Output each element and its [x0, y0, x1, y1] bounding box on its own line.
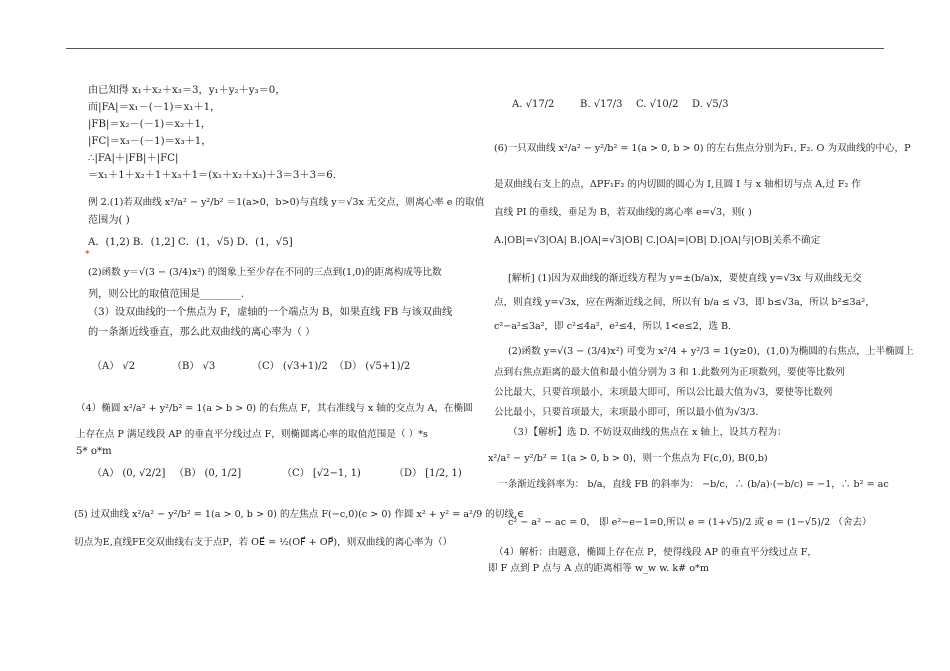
- text-line: |FB|＝x₂－(－1)＝x₂＋1，: [88, 119, 212, 130]
- answer-options: A.|OB|=√3|OA| B.|OA|=√3|OB| C.|OA|=|OB| D.|OA|与|OB|关系不确定: [494, 235, 821, 246]
- text-line: |FC|＝x₃－(－1)＝x₃＋1，: [88, 136, 212, 147]
- text-line: 点，则直线 y=√3x，应在两渐近线之间，所以有 b/a ≤ √3，即 b≤√3a，所以 b²≤3a²，: [494, 297, 875, 308]
- text-line: 直线 PI 的垂线，垂足为 B，若双曲线的离心率 e=√3，则( ): [494, 207, 752, 218]
- text-line: 公比最小，只要首项最大，末项最小即可，所以最小值为√3/3.: [494, 407, 759, 418]
- option-d: D. √5/3: [692, 99, 729, 110]
- option-c: （C） [√2−1, 1): [282, 468, 361, 479]
- text-line: 点到右焦点距离的最大值和最小值分别为 3 和 1.此数列为正项数列，要使等比数列: [494, 367, 845, 378]
- text-line: ∴|FA|＋|FB|＋|FC|: [88, 153, 179, 164]
- text-line: 而|FA|＝x₁－(－1)＝x₁＋1，: [88, 102, 221, 113]
- text-line: 切点为E,直线FE交双曲线右支于点P，若 OE⃗ = ½(OF⃗ + OP⃗)，则双曲线的离心率为（）: [74, 537, 453, 548]
- red-mark: *: [85, 250, 90, 260]
- question-4: （4）椭圆 x²/a² + y²/b² = 1(a > b > 0) 的右焦点 F，其右准线与 x 轴的交点为 A，在椭圆: [76, 403, 473, 414]
- example-2-question-1: 例 2.(1)若双曲线 x²/a² − y²/b² ＝1(a>0，b>0)与直线 y＝√3x 无交点，则离心率 e 的取值: [88, 197, 485, 208]
- option-d: （D） (√5+1)/2: [334, 361, 411, 372]
- question-3: （3）设双曲线的一个焦点为 F，虚轴的一个端点为 B，如果直线 FB 与该双曲线: [88, 307, 453, 318]
- text-line: 是双曲线右支上的点，ΔPF₁F₂ 的内切圆的圆心为 I,且圆 I 与 x 轴相切与点 A,过 F₂ 作: [494, 179, 861, 190]
- text-line: c²−a²≤3a²，即 c²≤4a²，e²≤4，所以 1<e≤2，选 B.: [494, 321, 732, 332]
- answer-options: A．(1,2) B．(1,2] C．(1，√5) D．(1，√5]: [88, 237, 293, 248]
- question-6: (6)一只双曲线 x²/a² − y²/b² = 1(a > 0, b > 0) 的左右焦点分别为F₁, F₂. O 为双曲线的中心，P: [494, 143, 911, 154]
- text-line: x²/a² − y²/b² = 1(a > 0, b > 0)，则一个焦点为 F(c,0), B(0,b): [488, 453, 768, 464]
- solution-2: (2)函数 y=√(3 − (3/4)x²) 可变为 x²/4 + y²/3 = 1(y≥0)，(1,0)为椭圆的右焦点，上半椭圆上: [508, 346, 914, 357]
- text-line: c² − a² − ac = 0， 即 e²−e−1=0,所以 e = (1+√5)/2 或 e = (1−√5)/2 （舍去）: [508, 517, 872, 528]
- text-line: 范围为( ): [88, 215, 130, 226]
- text-line: 5* o*m: [76, 446, 112, 457]
- text-line: 一条渐近线斜率为： b/a，直线 FB 的斜率为： −b/c，∴ (b/a)·(−b/c) = −1，∴ b² = ac: [498, 479, 889, 490]
- text-line: 列，则公比的取值范围是________.: [88, 289, 245, 300]
- question-2: (2)函数 y＝√(3 − (3/4)x²) 的图象上至少存在不同的三点到(1,0)的距离构成等比数: [88, 267, 442, 278]
- text-line: ＝x₁＋1＋x₂＋1＋x₃＋1＝(x₁＋x₂＋x₃)＋3＝3＋3＝6.: [88, 170, 336, 181]
- solution-3: （3）【解析】选 D. 不妨设双曲线的焦点在 x 轴上，设其方程为：: [508, 427, 787, 438]
- option-c: （C） (√3+1)/2: [252, 361, 328, 372]
- text-line: 上存在点 P 满足线段 AP 的垂直平分线过点 F，则椭圆离心率的取值范围是（ ）*s: [76, 429, 428, 440]
- option-a: （A） √2: [92, 361, 136, 372]
- question-5: (5) 过双曲线 x²/a² − y²/b² = 1(a > 0, b > 0) 的左焦点 F(−c,0)(c > 0) 作圆 x² + y² = a²/9 的切线,∈: [74, 509, 525, 520]
- option-b: （B） (0, 1/2]: [174, 468, 242, 479]
- option-a: （A） (0, √2/2]: [92, 468, 166, 479]
- option-b: B. √17/3: [580, 99, 623, 110]
- text-line: 由已知得 x₁＋x₂＋x₃＝3，y₁＋y₂＋y₃＝0，: [88, 85, 286, 96]
- option-b: （B） √3: [172, 361, 216, 372]
- text-line: 即 F 点到 P 点与 A 点的距离相等 w_w w. k# o*m: [488, 563, 709, 574]
- option-a: A. √17/2: [512, 99, 555, 110]
- option-c: C. √10/2: [636, 99, 679, 110]
- solution-1: [解析] (1)因为双曲线的渐近线方程为 y=±(b/a)x，要使直线 y=√3x 与双曲线无交: [508, 273, 862, 284]
- solution-4: （4）解析：由题意，椭圆上存在点 P，使得线段 AP 的垂直平分线过点 F，: [494, 547, 818, 558]
- text-line: 的一条渐近线垂直，那么此双曲线的离心率为（ ）: [88, 327, 316, 338]
- header-rule: [66, 48, 884, 49]
- option-d: （D） [1/2, 1): [394, 468, 462, 479]
- text-line: 公比最大，只要首项最小，末项最大即可，所以公比最大值为√3，要使等比数列: [494, 387, 833, 398]
